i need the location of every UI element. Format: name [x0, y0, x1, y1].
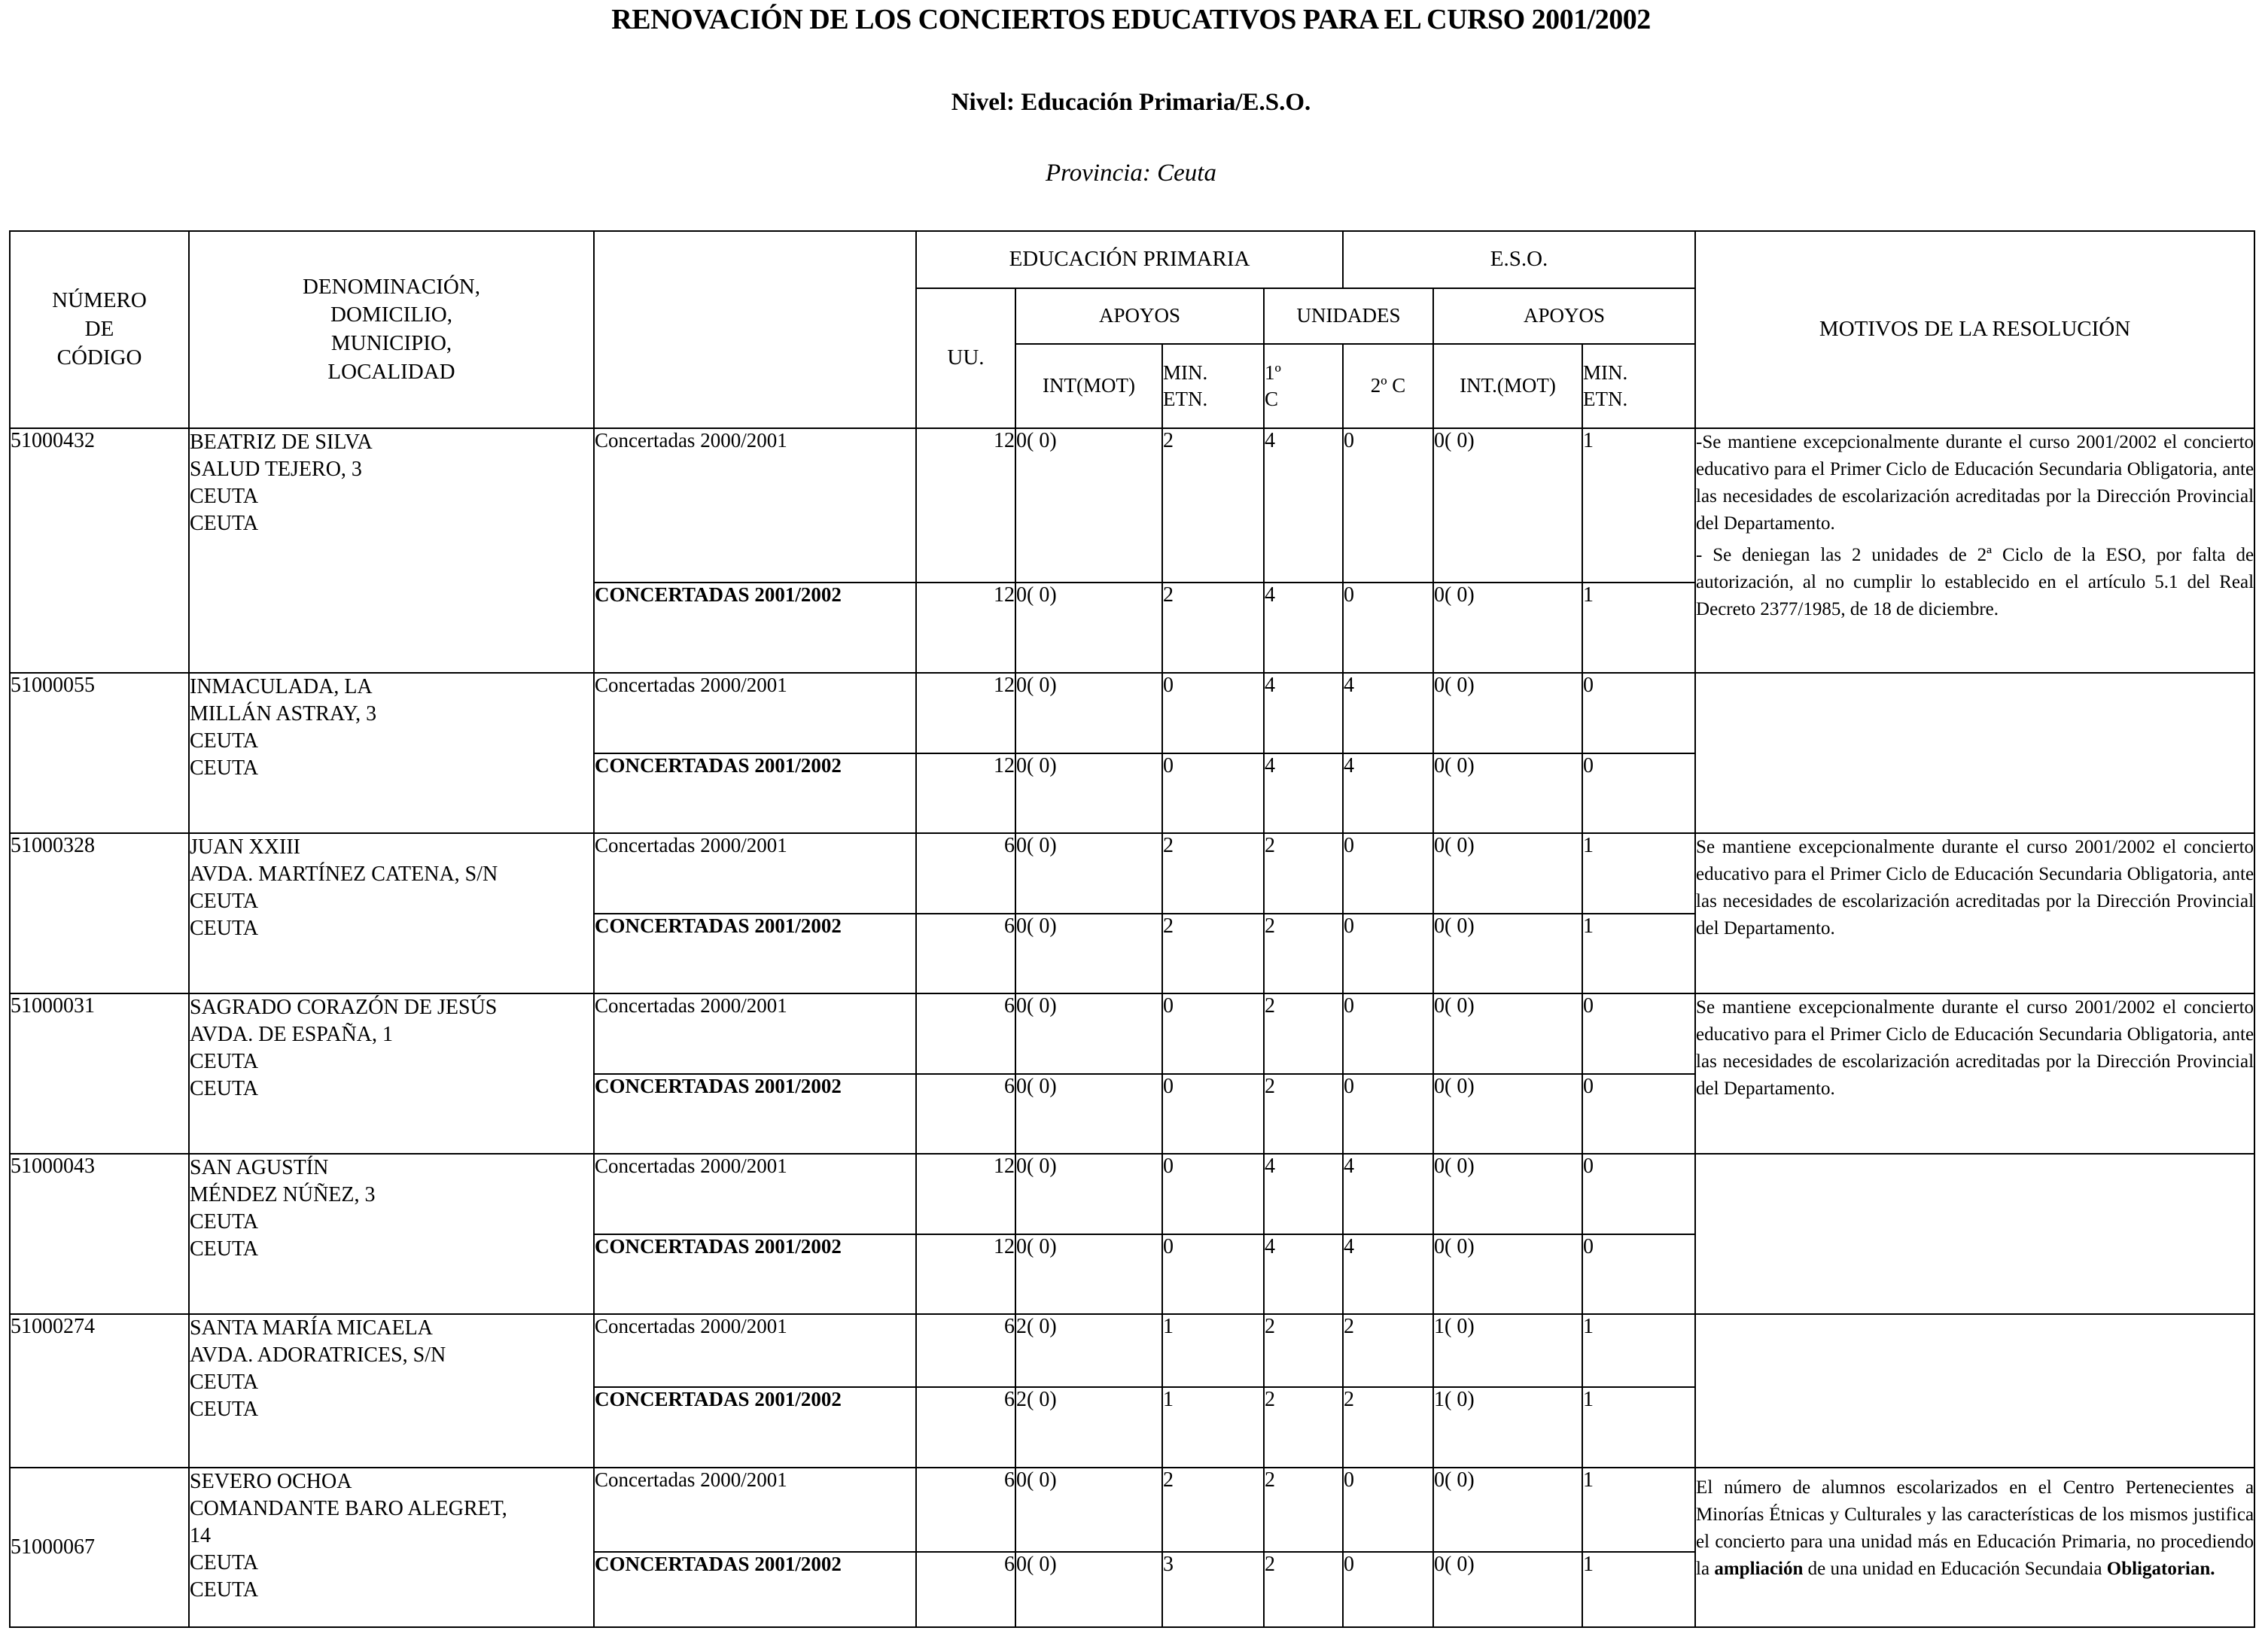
segundo-ciclo-value: 4 — [1343, 1234, 1433, 1314]
center-address: SAGRADO CORAZÓN DE JESÚS AVDA. DE ESPAÑA, 1 CEUTA CEUTA — [189, 993, 594, 1154]
header-uu: UU. — [916, 288, 1015, 428]
min-etn-value: 2 — [1162, 428, 1264, 583]
eso-int-mot-value: 0( 0) — [1433, 993, 1582, 1074]
eso-min-etn-value: 0 — [1582, 993, 1695, 1074]
primer-ciclo-value: 2 — [1264, 1074, 1343, 1154]
uu-value: 6 — [916, 1552, 1015, 1627]
int-mot-value: 0( 0) — [1015, 753, 1162, 833]
center-code: 51000055 — [10, 673, 189, 833]
eso-min-etn-value: 1 — [1582, 428, 1695, 583]
header-educacion-primaria: EDUCACIÓN PRIMARIA — [916, 231, 1343, 288]
segundo-ciclo-value: 0 — [1343, 914, 1433, 993]
center-address: SAN AGUSTÍN MÉNDEZ NÚÑEZ, 3 CEUTA CEUTA — [189, 1154, 594, 1314]
row-label: Concertadas 2000/2001 — [594, 428, 916, 583]
min-etn-value: 3 — [1162, 1552, 1264, 1627]
eso-min-etn-value: 0 — [1582, 673, 1695, 753]
table-row — [10, 428, 2254, 583]
int-mot-value: 0( 0) — [1015, 1074, 1162, 1154]
row-label: CONCERTADAS 2001/2002 — [594, 1074, 916, 1154]
int-mot-value: 0( 0) — [1015, 993, 1162, 1074]
uu-value: 6 — [916, 1314, 1015, 1387]
primer-ciclo-value: 2 — [1264, 1314, 1343, 1387]
segundo-ciclo-value: 4 — [1343, 1154, 1433, 1234]
row-label: CONCERTADAS 2001/2002 — [594, 1234, 916, 1314]
uu-value: 12 — [916, 753, 1015, 833]
row-label: CONCERTADAS 2001/2002 — [594, 753, 916, 833]
segundo-ciclo-value: 0 — [1343, 993, 1433, 1074]
eso-min-etn-value: 1 — [1582, 1468, 1695, 1552]
table-row — [10, 1314, 2254, 1387]
primer-ciclo-value: 2 — [1264, 833, 1343, 914]
eso-min-etn-value: 0 — [1582, 753, 1695, 833]
primer-ciclo-value: 2 — [1264, 914, 1343, 993]
center-address: SANTA MARÍA MICAELA AVDA. ADORATRICES, S/N CEUTA CEUTA — [189, 1314, 594, 1468]
eso-int-mot-value: 0( 0) — [1433, 1154, 1582, 1234]
eso-min-etn-value: 1 — [1582, 1314, 1695, 1387]
eso-int-mot-value: 0( 0) — [1433, 1074, 1582, 1154]
motive-text: Se mantiene excepcionalmente durante el curso 2001/2002 el concierto educativo para el Primer Ciclo de Educación Secundaria Obligatoria, ante las necesidades de escolarización acreditadas por la Dirección Provincial del Departamento. — [1695, 993, 2254, 1154]
primer-ciclo-value: 2 — [1264, 1552, 1343, 1627]
segundo-ciclo-value: 0 — [1343, 1552, 1433, 1627]
int-mot-value: 0( 0) — [1015, 1154, 1162, 1234]
table-row — [10, 673, 2254, 753]
motive-text — [1695, 1154, 2254, 1314]
center-code: 51000043 — [10, 1154, 189, 1314]
min-etn-value: 0 — [1162, 1234, 1264, 1314]
eso-int-mot-value: 0( 0) — [1433, 1468, 1582, 1552]
primer-ciclo-value: 2 — [1264, 993, 1343, 1074]
primer-ciclo-value: 4 — [1264, 1154, 1343, 1234]
min-etn-value: 0 — [1162, 993, 1264, 1074]
center-code: 51000067 — [10, 1468, 189, 1627]
row-label: Concertadas 2000/2001 — [594, 1468, 916, 1552]
int-mot-value: 0( 0) — [1015, 914, 1162, 993]
nivel-heading: Nivel: Educación Primaria/E.S.O. — [951, 89, 1311, 116]
uu-value: 12 — [916, 1234, 1015, 1314]
int-mot-value: 0( 0) — [1015, 583, 1162, 673]
center-address: JUAN XXIII AVDA. MARTÍNEZ CATENA, S/N CEUTA CEUTA — [189, 833, 594, 993]
header-denominacion: DENOMINACIÓN, DOMICILIO, MUNICIPIO, LOCALIDAD — [189, 231, 594, 428]
eso-min-etn-value: 0 — [1582, 1074, 1695, 1154]
eso-min-etn-value: 1 — [1582, 833, 1695, 914]
segundo-ciclo-value: 0 — [1343, 833, 1433, 914]
segundo-ciclo-value: 0 — [1343, 583, 1433, 673]
header-int-mot-primaria: INT(MOT) — [1015, 344, 1162, 428]
header-apoyos-primaria: APOYOS — [1015, 288, 1264, 344]
center-address: INMACULADA, LA MILLÁN ASTRAY, 3 CEUTA CEUTA — [189, 673, 594, 833]
eso-int-mot-value: 1( 0) — [1433, 1314, 1582, 1387]
row-label: CONCERTADAS 2001/2002 — [594, 1387, 916, 1468]
table-row — [10, 1468, 2254, 1552]
int-mot-value: 0( 0) — [1015, 1234, 1162, 1314]
segundo-ciclo-value: 0 — [1343, 1074, 1433, 1154]
min-etn-value: 1 — [1162, 1314, 1264, 1387]
min-etn-value: 0 — [1162, 1074, 1264, 1154]
eso-int-mot-value: 0( 0) — [1433, 1552, 1582, 1627]
row-label: Concertadas 2000/2001 — [594, 1314, 916, 1387]
header-blank — [594, 231, 916, 428]
row-label: CONCERTADAS 2001/2002 — [594, 1552, 916, 1627]
min-etn-value: 0 — [1162, 753, 1264, 833]
min-etn-value: 0 — [1162, 673, 1264, 753]
uu-value: 12 — [916, 583, 1015, 673]
center-code: 51000274 — [10, 1314, 189, 1468]
uu-value: 6 — [916, 1387, 1015, 1468]
eso-min-etn-value: 1 — [1582, 1387, 1695, 1468]
uu-value: 6 — [916, 993, 1015, 1074]
uu-value: 6 — [916, 914, 1015, 993]
segundo-ciclo-value: 2 — [1343, 1314, 1433, 1387]
segundo-ciclo-value: 0 — [1343, 1468, 1433, 1552]
uu-value: 6 — [916, 1074, 1015, 1154]
header-int-mot-eso: INT.(MOT) — [1433, 344, 1582, 428]
table-row — [10, 833, 2254, 914]
header-codigo: NÚMERO DE CÓDIGO — [10, 231, 189, 428]
primer-ciclo-value: 4 — [1264, 1234, 1343, 1314]
segundo-ciclo-value: 4 — [1343, 673, 1433, 753]
document-title: RENOVACIÓN DE LOS CONCIERTOS EDUCATIVOS PARA EL CURSO 2001/2002 — [611, 4, 1651, 35]
min-etn-value: 2 — [1162, 583, 1264, 673]
eso-int-mot-value: 0( 0) — [1433, 428, 1582, 583]
eso-int-mot-value: 0( 0) — [1433, 673, 1582, 753]
eso-int-mot-value: 1( 0) — [1433, 1387, 1582, 1468]
eso-int-mot-value: 0( 0) — [1433, 753, 1582, 833]
header-min-etn-eso: MIN. ETN. — [1582, 344, 1695, 428]
eso-min-etn-value: 0 — [1582, 1234, 1695, 1314]
eso-int-mot-value: 0( 0) — [1433, 833, 1582, 914]
min-etn-value: 2 — [1162, 1468, 1264, 1552]
motive-text: -Se mantiene excepcionalmente durante el curso 2001/2002 el concierto educativo para el Primer Ciclo de Educación Secundaria Obligatoria, ante las necesidades de escolarización acreditadas por la Dirección Provincial del Departamento. - Se deniegan las 2 unidades de 2ª Ciclo de la ESO, por falta de autorización, al no cumplir lo establecido en el artículo 5.1 del Real Decreto 2377/1985, de 18 de diciembre. — [1695, 428, 2254, 673]
row-label: CONCERTADAS 2001/2002 — [594, 914, 916, 993]
motive-text — [1695, 1314, 2254, 1468]
uu-value: 6 — [916, 833, 1015, 914]
uu-value: 12 — [916, 428, 1015, 583]
header-primer-ciclo: 1º C — [1264, 344, 1343, 428]
int-mot-value: 0( 0) — [1015, 1552, 1162, 1627]
uu-value: 12 — [916, 673, 1015, 753]
center-address: BEATRIZ DE SILVA SALUD TEJERO, 3 CEUTA CEUTA — [189, 428, 594, 673]
header-unidades: UNIDADES — [1264, 288, 1433, 344]
eso-int-mot-value: 0( 0) — [1433, 914, 1582, 993]
center-code: 51000328 — [10, 833, 189, 993]
header-motivos: MOTIVOS DE LA RESOLUCIÓN — [1695, 231, 2254, 428]
motive-text: El número de alumnos escolarizados en el Centro Pertenecientes a Minorías Étnicas y Culturales y las características de los mismos justifica el concierto para una unidad más en Educación Primaria, no procediendo la ampliación de una unidad en Educación Secundaia Obligatorian. — [1695, 1468, 2254, 1627]
row-label: Concertadas 2000/2001 — [594, 833, 916, 914]
provincia-heading: Provincia: Ceuta — [1046, 160, 1216, 187]
min-etn-value: 0 — [1162, 1154, 1264, 1234]
header-apoyos-eso: APOYOS — [1433, 288, 1695, 344]
row-label: CONCERTADAS 2001/2002 — [594, 583, 916, 673]
primer-ciclo-value: 4 — [1264, 583, 1343, 673]
center-code: 51000432 — [10, 428, 189, 673]
primer-ciclo-value: 4 — [1264, 428, 1343, 583]
int-mot-value: 0( 0) — [1015, 833, 1162, 914]
row-label: Concertadas 2000/2001 — [594, 1154, 916, 1234]
int-mot-value: 2( 0) — [1015, 1314, 1162, 1387]
row-label: Concertadas 2000/2001 — [594, 673, 916, 753]
center-address: SEVERO OCHOA COMANDANTE BARO ALEGRET, 14 CEUTA CEUTA — [189, 1468, 594, 1627]
header-segundo-ciclo: 2º C — [1343, 344, 1433, 428]
eso-min-etn-value: 0 — [1582, 1154, 1695, 1234]
table-row — [10, 1154, 2254, 1234]
center-code: 51000031 — [10, 993, 189, 1154]
eso-min-etn-value: 1 — [1582, 914, 1695, 993]
min-etn-value: 2 — [1162, 833, 1264, 914]
int-mot-value: 0( 0) — [1015, 673, 1162, 753]
eso-min-etn-value: 1 — [1582, 583, 1695, 673]
min-etn-value: 2 — [1162, 914, 1264, 993]
motive-text — [1695, 673, 2254, 833]
header-min-etn-primaria: MIN. ETN. — [1162, 344, 1264, 428]
primer-ciclo-value: 2 — [1264, 1468, 1343, 1552]
segundo-ciclo-value: 2 — [1343, 1387, 1433, 1468]
primer-ciclo-value: 4 — [1264, 753, 1343, 833]
segundo-ciclo-value: 0 — [1343, 428, 1433, 583]
header-eso: E.S.O. — [1343, 231, 1695, 288]
primer-ciclo-value: 2 — [1264, 1387, 1343, 1468]
eso-int-mot-value: 0( 0) — [1433, 1234, 1582, 1314]
table-row — [10, 993, 2254, 1074]
eso-int-mot-value: 0( 0) — [1433, 583, 1582, 673]
min-etn-value: 1 — [1162, 1387, 1264, 1468]
int-mot-value: 0( 0) — [1015, 428, 1162, 583]
int-mot-value: 0( 0) — [1015, 1468, 1162, 1552]
eso-min-etn-value: 1 — [1582, 1552, 1695, 1627]
uu-value: 6 — [916, 1468, 1015, 1552]
uu-value: 12 — [916, 1154, 1015, 1234]
conciertos-table — [9, 230, 2255, 1628]
segundo-ciclo-value: 4 — [1343, 753, 1433, 833]
primer-ciclo-value: 4 — [1264, 673, 1343, 753]
int-mot-value: 2( 0) — [1015, 1387, 1162, 1468]
motive-text: Se mantiene excepcionalmente durante el curso 2001/2002 el concierto educativo para el Primer Ciclo de Educación Secundaria Obligatoria, ante las necesidades de escolarización acreditadas por la Dirección Provincial del Departamento. — [1695, 833, 2254, 993]
row-label: Concertadas 2000/2001 — [594, 993, 916, 1074]
